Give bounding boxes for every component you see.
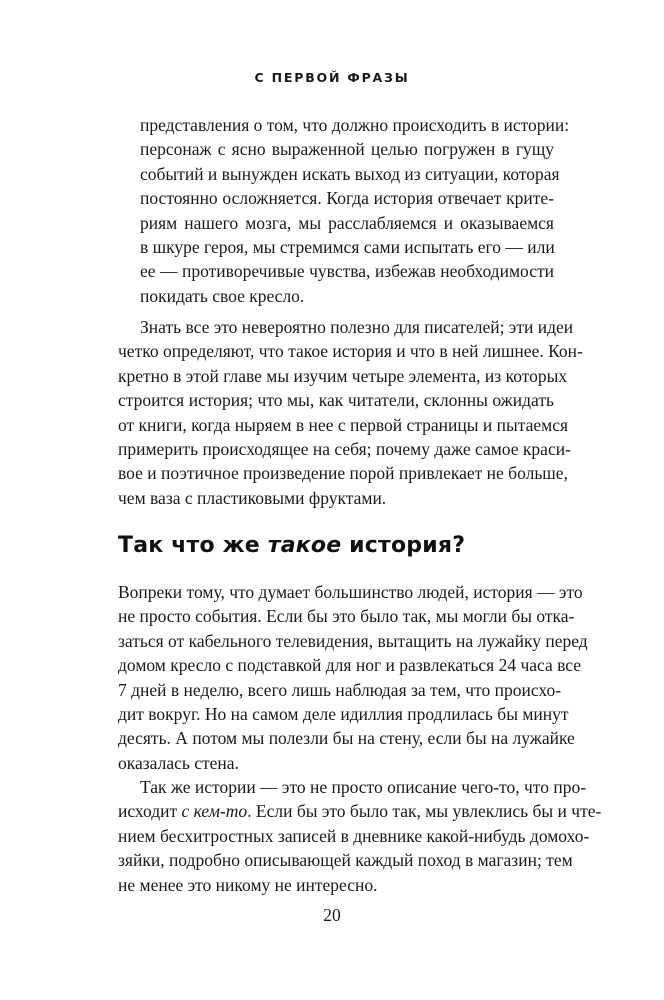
text-line: оказалась стена. [118, 752, 239, 773]
text-line: постоянно осложняется. Когда история отвечает крите- [140, 188, 554, 209]
text-line: дит вокруг. Но на самом деле идиллия продлилась бы минут [118, 704, 569, 725]
text-line: Так же истории — это не просто описание чего-то, что про- [140, 777, 587, 797]
page-number: 20 [323, 905, 341, 925]
section-heading: Так что же такое история? [118, 533, 466, 558]
text-line: не просто события. Если бы это было так, мы могли бы отка- [118, 606, 575, 627]
text-line: событий и вынужден искать выход из ситуации, которая [140, 163, 560, 184]
text-line: примерить происходящее на себя; почему даже самое краси- [118, 439, 571, 460]
text-line: покидать свое кресло. [140, 285, 305, 306]
text-line: Вопреки тому, что думает большинство людей, история — это [118, 582, 583, 602]
paragraph-continuation [140, 113, 570, 308]
text-line: от книги, когда ныряем в нее с первой страницы и пытаемся [118, 414, 569, 435]
paragraph [118, 775, 602, 897]
running-head: С ПЕРВОЙ ФРАЗЫ [254, 70, 410, 85]
paragraph [118, 580, 588, 775]
text-line: персонаж с ясно выраженной целью погружен в гущу [140, 139, 554, 160]
text-line: чем ваза с пластиковыми фруктами. [118, 487, 387, 508]
text-line: четко определяют, что такое история и что в ней лишнее. Кон- [118, 341, 583, 362]
text-line: представления о том, что должно происходить в истории: [140, 115, 570, 135]
text-line: 7 дней в неделю, всего лишь наблюдая за тем, что происхо- [118, 679, 562, 700]
text-line: Знать все это невероятно полезно для писателей; эти идеи [140, 317, 574, 337]
text-line: в шкуре героя, мы стремимся сами испытать его — или [140, 237, 555, 258]
text-line: зяйки, подробно описывающей каждый поход в магазин; тем [118, 850, 573, 871]
paragraph [118, 315, 583, 510]
text-line: кретно в этой главе мы изучим четыре элемента, из которых [118, 365, 568, 386]
text-line: вое и поэтичное произведение порой привлекает не больше, [118, 463, 568, 484]
text-line: строится история; что мы, как читатели, склонны ожидать [118, 390, 554, 411]
text-line: исходит с кем-то. Если бы это было так, мы увлеклись бы и чте- [118, 801, 602, 822]
text-line: нием бесхитростных записей в дневнике какой-нибудь домохо- [118, 825, 590, 846]
text-line: ее — противоречивые чувства, избежав необходимости [140, 261, 554, 282]
text-line: десять. А потом мы полезли бы на стену, если бы на лужайке [118, 728, 575, 749]
text-line: риям нашего мозга, мы расслабляемся и оказываемся [140, 212, 554, 233]
text-line: заться от кабельного телевидения, вытащить на лужайку перед [118, 630, 588, 651]
text-line: не менее это никому не интересно. [118, 874, 378, 895]
text-line: домом кресло с подставкой для ног и развлекаться 24 часа все [118, 655, 582, 676]
